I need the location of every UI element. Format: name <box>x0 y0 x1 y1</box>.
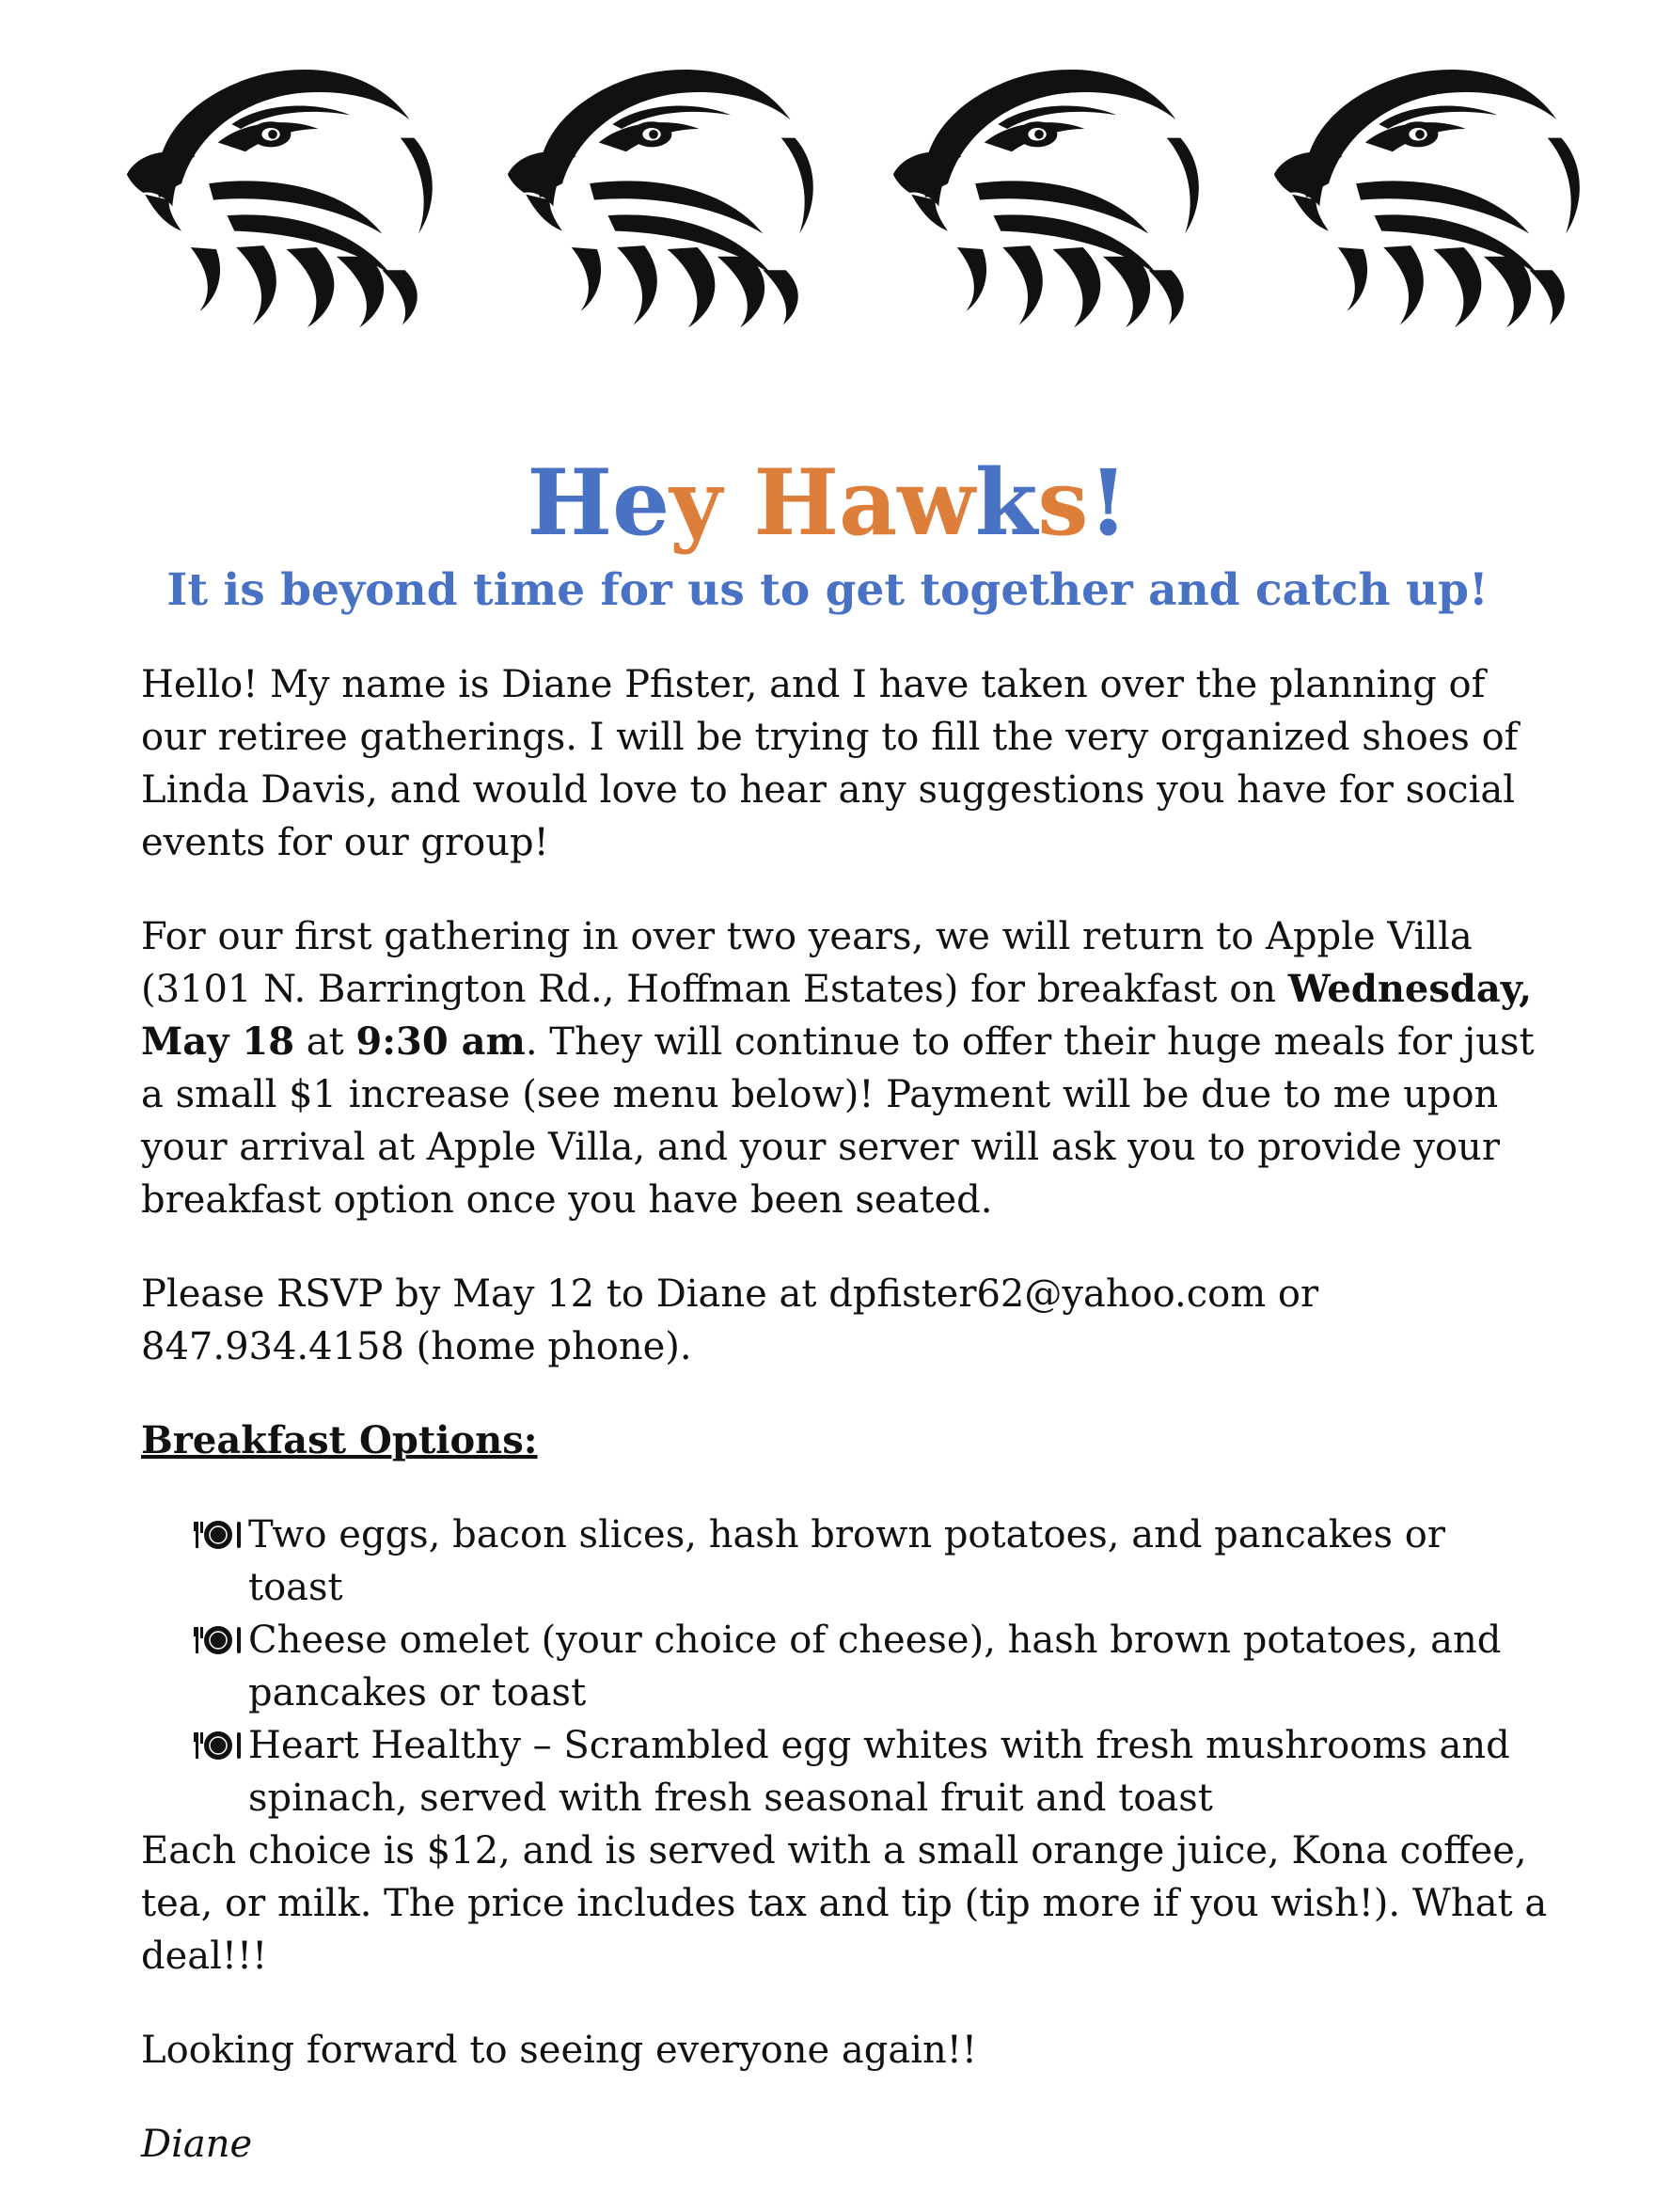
event-text: . They will continue to offer their huge meals for just a small $1 increase (see menu below)! Payment will be due to me upon your arrival at Apple Villa, and your server will ask you to provide your breakfast option once you have been seated. <box>141 1020 1535 1222</box>
event-text: at <box>294 1020 356 1064</box>
title-part <box>722 450 753 556</box>
breakfast-options-list <box>141 1509 1552 1825</box>
page-title <box>0 451 1655 555</box>
intro-paragraph: Hello! My name is Diane Pfister, and I have taken over the planning of our retiree gatherings. I will be trying to fill the very organized shoes of Linda Davis, and would love to hear any suggestions you have for social events for our group! <box>141 663 1519 864</box>
eagle-head-icon <box>484 38 823 339</box>
title-part: He <box>527 450 670 556</box>
event-paragraph <box>141 910 1552 1226</box>
signature: Diane <box>141 2123 253 2166</box>
title-part: s <box>1037 450 1089 556</box>
title-part: ! <box>1088 450 1128 556</box>
pricing-note: Each choice is $12, and is served with a small orange juice, Kona coffee, tea, or milk. The price includes tax and tip (tip more if you wish!). What a deal!!! <box>141 1829 1548 1978</box>
eagle-head-icon <box>103 38 442 339</box>
rsvp-paragraph: Please RSVP by May 12 to Diane at dpfister62@yahoo.com or 847.934.4158 (home phone). <box>141 1272 1319 1368</box>
event-time: 9:30 am <box>355 1019 526 1064</box>
title-part: y <box>670 450 722 556</box>
breakfast-section <box>141 1414 1552 1983</box>
event-date: Wednesday, May 18 <box>141 967 1533 1064</box>
option-text: Heart Healthy – Scrambled egg whites with fresh mushrooms and spinach, served with fresh seasonal fruit and toast <box>248 1724 1510 1820</box>
subtitle: It is beyond time for us to get together and catch up! <box>166 564 1489 616</box>
letter-body <box>141 658 1552 2212</box>
option-text: Cheese omelet (your choice of cheese), hash brown potatoes, and pancakes or toast <box>248 1619 1502 1714</box>
plate-utensils-icon <box>194 1729 243 1762</box>
title-part: k <box>974 450 1038 556</box>
option-text: Two eggs, bacon slices, hash brown potatoes, and pancakes or toast <box>248 1513 1445 1609</box>
closing-line: Looking forward to seeing everyone again!! <box>141 2029 977 2072</box>
plate-utensils-icon <box>194 1518 243 1552</box>
plate-utensils-icon <box>194 1623 243 1657</box>
list-item <box>194 1614 1552 1719</box>
eagle-header <box>0 38 1655 339</box>
list-item <box>194 1509 1552 1614</box>
eagle-head-icon <box>1251 38 1589 339</box>
eagle-head-icon <box>870 38 1208 339</box>
event-text: For our first gathering in over two years, we will return to Apple Villa (3101 N. Barrington Rd., Hoffman Estates) for breakfast on <box>141 915 1473 1011</box>
list-item <box>194 1719 1552 1825</box>
breakfast-heading: Breakfast Options: <box>141 1418 538 1462</box>
title-part: Haw <box>753 450 975 556</box>
